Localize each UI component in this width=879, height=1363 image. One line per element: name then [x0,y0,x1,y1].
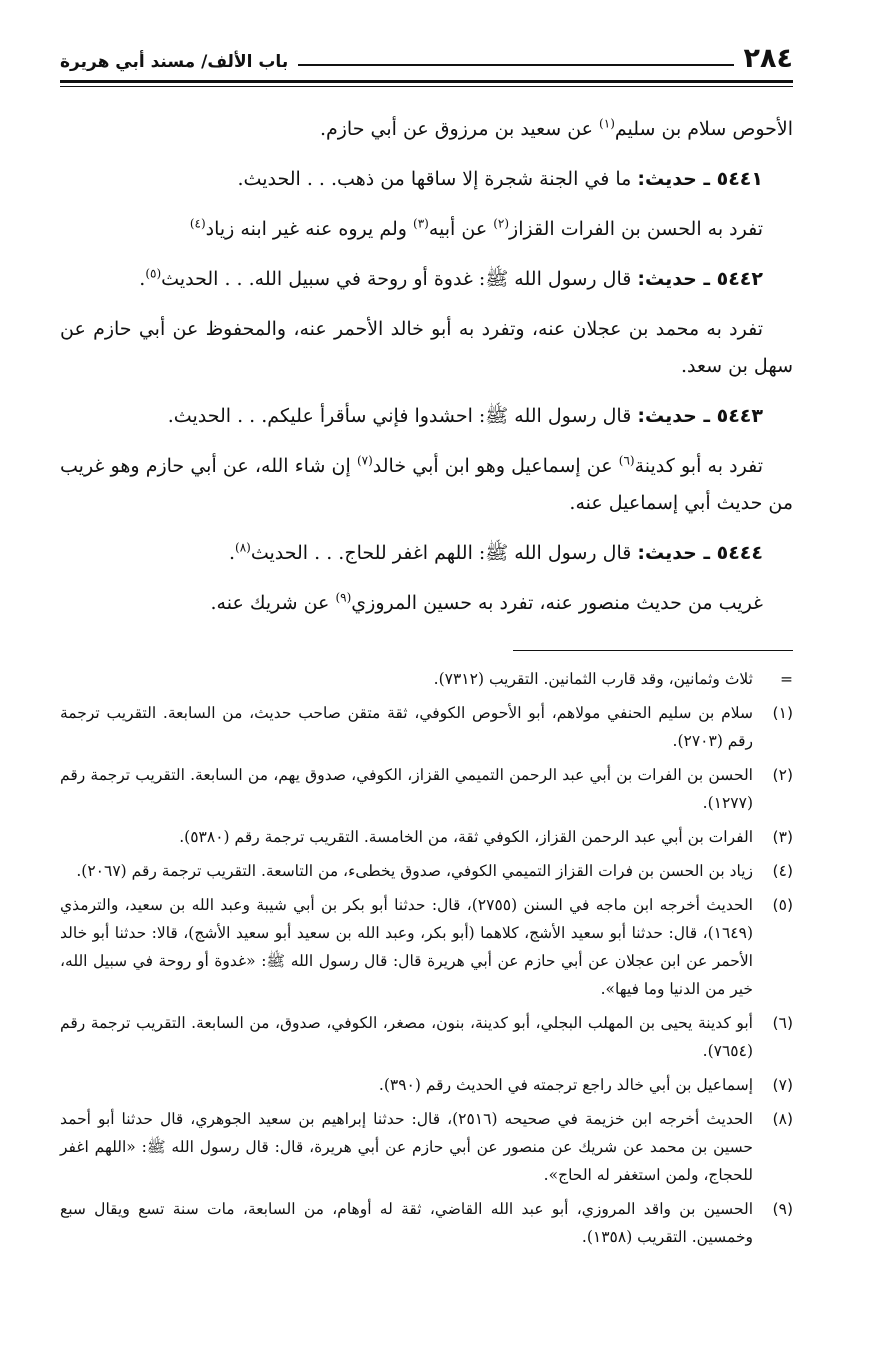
footnote-label: = [780,670,793,688]
footnotes [60,665,793,1251]
paragraph-note-5444: غريب من حديث منصور عنه، تفرد به حسين المروزي$^{(٩)}$ عن شريك عنه. [210,590,763,614]
footnote-text: الفرات بن أبي عبد الرحمن القزاز، الكوفي ثقة، من الخامسة. التقريب ترجمة رقم (٥٣٨٠). [179,828,753,846]
footnote-item [60,1009,793,1065]
footnote-item [60,1071,793,1099]
footnote-item [60,857,793,885]
footnote-item [60,1195,793,1251]
main-text [60,111,793,622]
header-rule-thin [60,86,793,87]
footnote-text: ثلاث وثمانين، وقد قارب الثمانين. التقريب (٧٣١٢). [433,670,753,688]
footnote-label: (١) [772,704,793,722]
footnote-text: زياد بن الحسن بن فرات القزاز التميمي الكوفي، صدوق يخطىء، من التاسعة. التقريب ترجمة رقم (٢٠٦٧). [76,862,753,880]
footnote-item [60,699,793,755]
footnote-item [60,665,793,693]
page-header [60,30,793,78]
footnote-label: (٩) [772,1200,793,1218]
header-rule-thick [60,80,793,83]
footnote-text: الحديث أخرجه ابن ماجه في السنن (٢٧٥٥)، قال: حدثنا أبو بكر بن أبي شيبة وعبد الله بن سعيد، والترمذي (١٦٤٩)، قال: حدثنا أبو سعيد الأشج، كلاهما (أبو بكر، وعبد الله بن سعيد أبو سعيد الأشج)، قالا: حدثنا أبو خالد الأحمر عن ابن عجلان عن أبي حازم عن أبي هريرة قال: قال رسول الله ﷺ: «غدوة أو روحة في سبيل الله، خير من الدنيا وما فيها». [60,896,753,998]
footnote-item [60,891,793,1003]
footnote-label: (٥) [772,896,793,914]
paragraph-note-5443: تفرد به أبو كدينة$^{(٦)}$ عن إسماعيل وهو ابن أبي خالد$^{(٧)}$ إن شاء الله، عن أبي حازم وهو غريب من حديث أبي إسماعيل عنه. [60,453,793,514]
footnote-item [60,823,793,851]
footnote-label: (٧) [772,1076,793,1094]
hadith-5444: ٥٤٤٤ ـ حديث: قال رسول الله ﷺ: اللهم اغفر للحاج. . . الحديث$^{(٨)}$. [228,540,763,564]
footnote-text: الحسن بن الفرات بن أبي عبد الرحمن التميمي القزاز، الكوفي، صدوق يهم، من السابعة. التقريب ترجمة رقم (١٢٧٧). [60,766,753,812]
footnote-text: إسماعيل بن أبي خالد راجع ترجمته في الحديث رقم (٣٩٠). [378,1076,753,1094]
page-number: ٢٨٤ [743,43,793,74]
footnote-label: (٤) [772,862,793,880]
footnote-label: (٢) [772,766,793,784]
paragraph-note-5441: تفرد به الحسن بن الفرات القزاز$^{(٢)}$ عن أبيه$^{(٣)}$ ولم يروه عنه غير ابنه زياد$^{(٤)}$ [189,216,763,240]
paragraph-isnad: الأحوص سلام بن سليم$^{(١)}$ عن سعيد بن مرزوق عن أبي حازم. [319,116,793,140]
hadith-5443: ٥٤٤٣ ـ حديث: قال رسول الله ﷺ: احشدوا فإني سأقرأ عليكم. . . الحديث. [167,405,763,427]
footnote-label: (٨) [772,1110,793,1128]
footnote-label: (٣) [772,828,793,846]
hadith-5442: ٥٤٤٢ ـ حديث: قال رسول الله ﷺ: غدوة أو روحة في سبيل الله. . . الحديث$^{(٥)}$. [139,266,763,290]
footnote-item [60,1105,793,1189]
footnote-text: الحديث أخرجه ابن خزيمة في صحيحه (٢٥١٦)، قال: حدثنا إبراهيم بن سعيد الجوهري، قال حدثنا أبو أحمد حسين بن محمد عن شريك عن منصور عن أبي حازم عن أبي هريرة، قال: قال رسول الله ﷺ: «اللهم اغفر للحجاج، ولمن استغفر له الحاج». [60,1110,753,1184]
running-title: باب الألف/ مسند أبي هريرة [60,52,289,72]
header-dash [298,64,733,66]
paragraph-note-5442: تفرد به محمد بن عجلان عنه، وتفرد به أبو خالد الأحمر عنه، والمحفوظ عن أبي حازم عن سهل بن سعد. [60,318,793,377]
footnote-text: سلام بن سليم الحنفي مولاهم، أبو الأحوص الكوفي، ثقة متقن صاحب حديث، من السابعة. التقريب ترجمة رقم (٢٧٠٣). [60,704,753,750]
footnote-text: أبو كدينة يحيى بن المهلب البجلي، أبو كدينة، بنون، مصغر، الكوفي، صدوق، من السابعة. التقريب ترجمة رقم (٧٦٥٤). [60,1014,753,1060]
footnote-text: الحسين بن واقد المروزي، أبو عبد الله القاضي، ثقة له أوهام، من السابعة، مات سنة تسع ويقال سبع وخمسين. التقريب (١٣٥٨). [60,1200,753,1246]
footnote-item [60,761,793,817]
footnote-separator [513,650,793,651]
footnote-label: (٦) [772,1014,793,1032]
book-page [60,30,793,1330]
hadith-5441: ٥٤٤١ ـ حديث: ما في الجنة شجرة إلا ساقها من ذهب. . . الحديث. [237,168,763,190]
